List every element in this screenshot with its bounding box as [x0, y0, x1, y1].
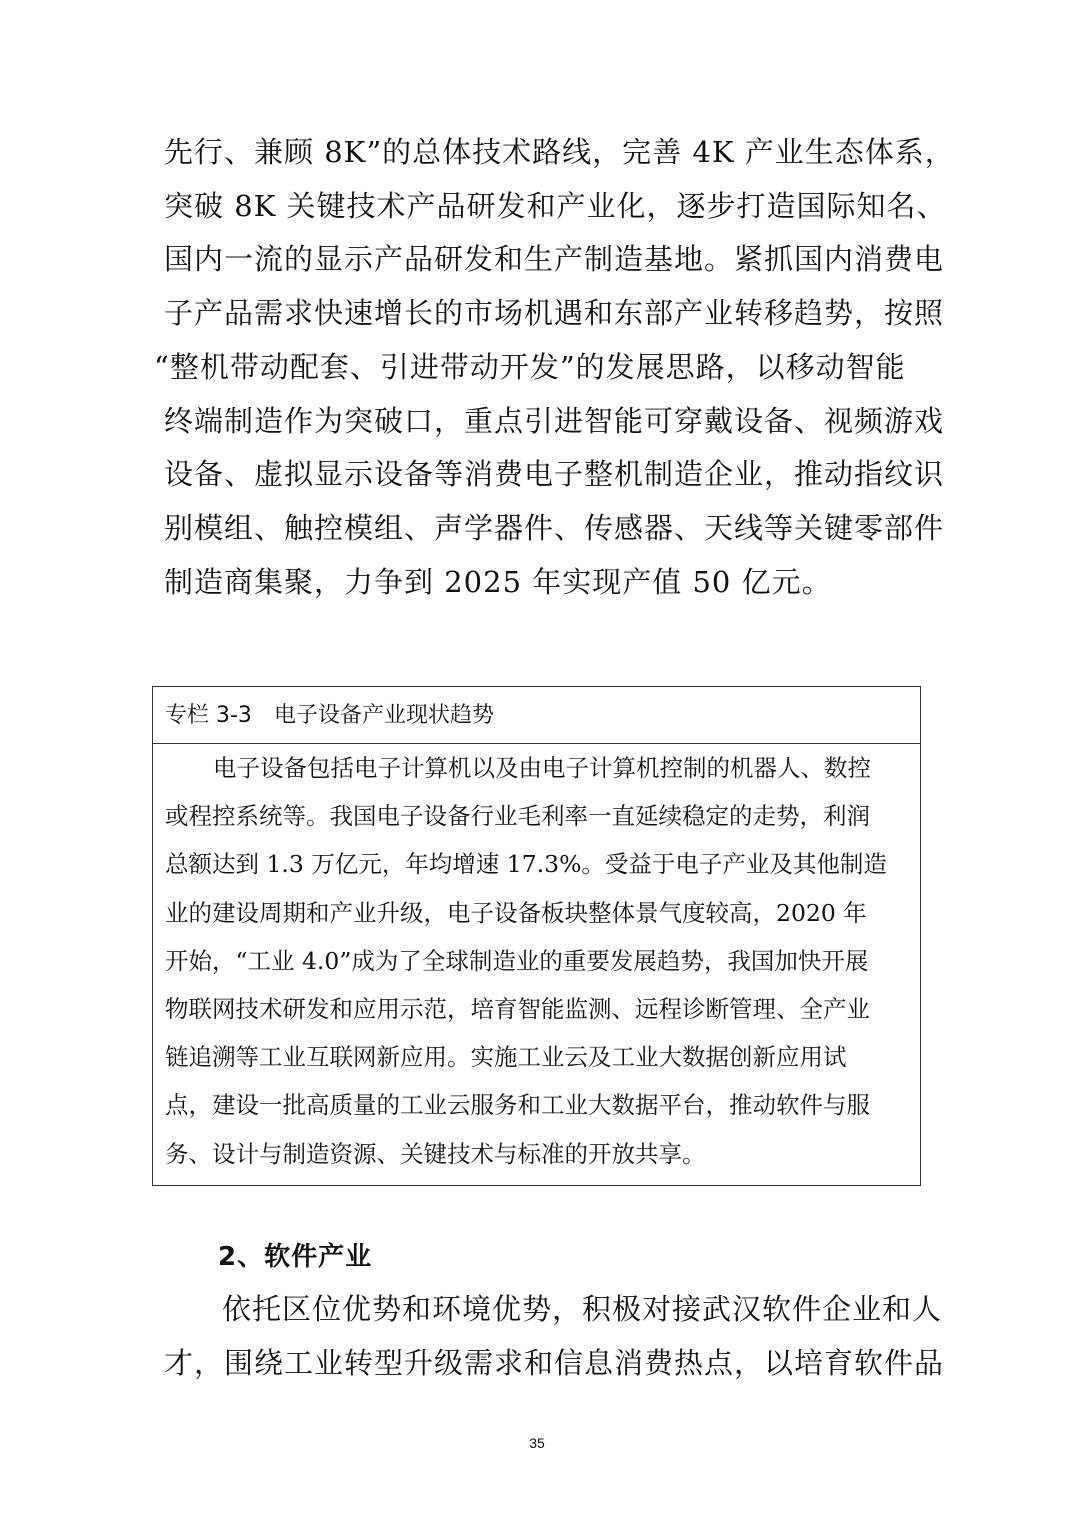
box-text-line: 总额达到 1.3 万亿元，年均增速 17.3%。受益于电子产业及其他制造 — [165, 850, 887, 879]
box-text-line: 务、设计与制造资源、关键技术与标准的开放共享。 — [165, 1139, 706, 1168]
column-label: 专栏 3-3 — [165, 703, 252, 728]
text-line: 先行、兼顾 8K”的总体技术路线，完善 4K 产业生态体系， — [164, 135, 955, 169]
text-line: 别模组、触控模组、声学器件、传感器、天线等关键零部件 — [164, 510, 945, 545]
section-heading: 2、软件产业 — [218, 1242, 373, 1272]
column-box-header — [153, 687, 920, 744]
intro-paragraph — [154, 126, 955, 609]
box-text-line: 开始，“工业 4.0”成为了全球制造业的重要发展趋势，我国加快开展 — [165, 946, 869, 975]
page-number: 35 — [529, 1435, 545, 1451]
column-box-body — [153, 744, 920, 1178]
box-text-line: 链追溯等工业互联网新应用。实施工业云及工业大数据创新应用试 — [165, 1043, 847, 1072]
text-line: 国内一流的显示产品研发和生产制造基地。紧抓国内消费电 — [164, 242, 945, 277]
text-line: 子产品需求快速增长的市场机遇和东部产业转移趋势，按照 — [164, 296, 945, 331]
box-text-line: 点，建设一批高质量的工业云服务和工业大数据平台，推动软件与服 — [165, 1091, 870, 1120]
box-text-line: 电子设备包括电子计算机以及由电子计算机控制的机器人、数控 — [213, 754, 871, 782]
text-line: “整机带动配套、引进带动开发”的发展思路，以移动智能 — [154, 349, 906, 384]
text-line: 才，围绕工业转型升级需求和信息消费热点，以培育软件品 — [164, 1345, 945, 1380]
text-line: 终端制造作为突破口，重点引进智能可穿戴设备、视频游戏 — [164, 403, 945, 438]
box-text-line: 或程控系统等。我国电子设备行业毛利率一直延续稳定的走势，利润 — [165, 802, 870, 831]
text-line: 制造商集聚，力争到 2025 年实现产值 50 亿元。 — [164, 564, 832, 599]
section-paragraph — [164, 1283, 945, 1390]
column-title: 电子设备产业现状趋势 — [273, 703, 494, 728]
box-text-line: 物联网技术研发和应用示范，培育智能监测、远程诊断管理、全产业 — [165, 995, 870, 1024]
text-line: 依托区位优势和环境优势，积极对接武汉软件企业和人 — [222, 1292, 943, 1326]
text-line: 设备、虚拟显示设备等消费电子整机制造企业，推动指纹识 — [164, 457, 945, 492]
box-text-line: 业的建设周期和产业升级，电子设备板块整体景气度较高，2020 年 — [165, 898, 867, 927]
text-line: 突破 8K 关键技术产品研发和产业化，逐步打造国际知名、 — [164, 188, 947, 223]
column-box — [152, 686, 921, 1186]
